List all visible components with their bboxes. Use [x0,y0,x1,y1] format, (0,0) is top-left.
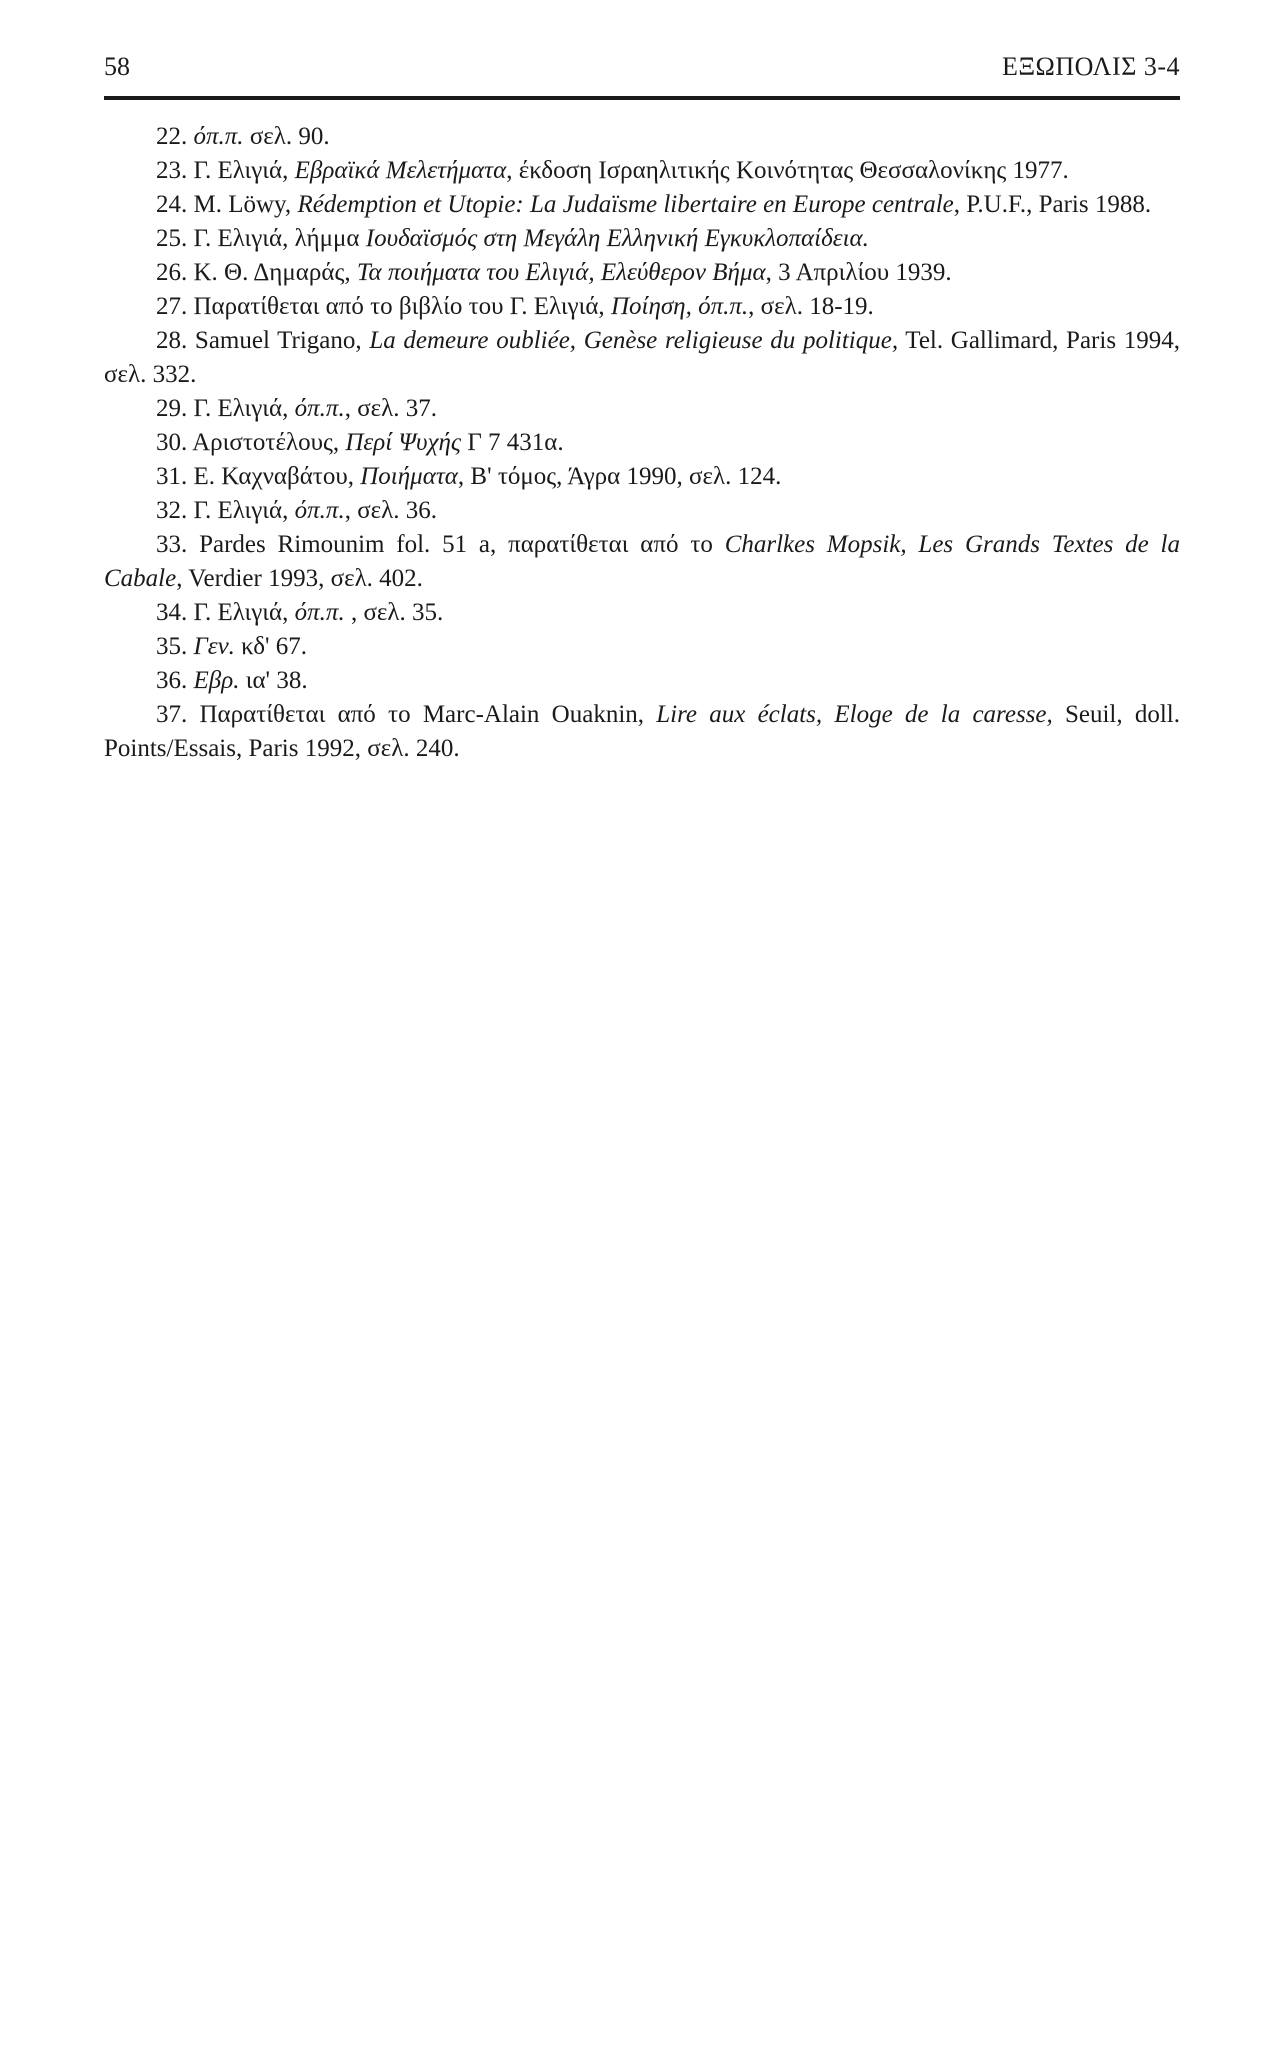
endnote-text: Παρατίθεται από το Marc-Alain Ouaknin, [199,701,657,728]
endnotes-list [104,120,1180,766]
endnote-title-text: Charlkes Mopsik, Les Grands Textes de la Cabale [104,531,1181,592]
endnote-text: , σελ. 36. [344,497,438,524]
running-header-title: ΕΞΩΠΟΛΙΣ 3-4 [1001,52,1180,81]
endnote-title-text: Ποιήματα [360,463,458,490]
endnote-text: κδ' 67. [234,633,308,660]
endnote-text: ια' 38. [239,667,308,694]
endnote-title-text: Rédemption et Utopie: La Judaïsme libertaire en Europe centrale [297,191,954,218]
endnote-title-text: όπ.π. [294,599,345,626]
endnote-title-text: όπ.π. [294,497,345,524]
endnote-title-text: Ιουδαϊσμός στη Μεγάλη Ελληνική Εγκυκλοπαίδεια. [365,225,869,252]
endnote-text: Κ. Θ. Δημαράς, [193,259,357,286]
endnote [104,324,1180,392]
endnote [104,188,1180,222]
endnote-text: Αριστοτέλους, [192,429,346,456]
endnote-number: 28. [156,327,188,354]
endnote-text: Παρατίθεται από το βιβλίο του Γ. Ελιγιά, [193,293,611,320]
endnote [104,290,1180,324]
endnote [104,120,1180,154]
endnote-number: 33. [156,531,188,558]
endnote-text: Samuel Trigano, [194,327,370,354]
endnote-number: 22. [156,123,188,150]
endnote-number: 23. [156,157,188,184]
endnote-text: , 3 Απριλίου 1939. [765,259,952,286]
endnote [104,426,1180,460]
endnote-text: Γ. Ελιγιά, λήμμα [193,225,366,252]
endnote-text: Γ. Ελιγιά, [193,599,295,626]
endnote-number: 25. [156,225,188,252]
endnote [104,256,1180,290]
endnote-text: , σελ. 18-19. [748,293,874,320]
endnote-text: Γ. Ελιγιά, [193,497,295,524]
endnote-text: Seuil, doll. Points/Essais, Paris 1992, σελ. 240. [104,701,1181,762]
endnote-text: M. Löwy, [193,191,298,218]
endnote-number: 27. [156,293,188,320]
endnote [104,494,1180,528]
endnote-text: Tel. Gallimard, Paris 1994, σελ. 332. [104,327,1180,388]
endnote-text: , σελ. 37. [344,395,438,422]
endnote-text: , Β' τόμος, Άγρα 1990, σελ. 124. [457,463,782,490]
endnote [104,664,1180,698]
page-number: 58 [104,52,130,81]
endnote-title-text: Τα ποιήματα του Ελιγιά, Ελεύθερον Βήμα [356,259,766,286]
endnote-text: , Verdier 1993, σελ. 402. [176,565,423,592]
endnote-text: Γ. Ελιγιά, [193,395,295,422]
endnote [104,596,1180,630]
endnote-number: 32. [156,497,188,524]
endnote-title-text: Ποίηση, όπ.π. [610,293,749,320]
endnote-title-text: Lire aux éclats, Eloge de la caresse, [656,701,1053,728]
endnote-text: σελ. 90. [243,123,330,150]
endnote [104,222,1180,256]
endnote-title-text: Γεν. [193,633,235,660]
header-rule [104,96,1180,100]
endnote-text: , σελ. 35. [344,599,444,626]
endnote-text: Γ 7 431α. [461,429,564,456]
endnote-number: 37. [156,701,188,728]
endnote-title-text: Εβρ. [193,667,240,694]
endnote [104,460,1180,494]
endnote-title-text: όπ.π. [193,123,244,150]
endnote [104,528,1180,596]
endnote [104,392,1180,426]
endnote-text: , P.U.F., Paris 1988. [953,191,1152,218]
endnote-text: Ε. Καχναβάτου, [193,463,361,490]
endnote-title-text: La demeure oubliée, Genèse religieuse du politique, [369,327,899,354]
endnote-text: Γ. Ελιγιά, [193,157,295,184]
endnote-number: 29. [156,395,188,422]
endnote [104,698,1180,766]
endnote-title-text: Εβραϊκά Μελετήματα [294,157,507,184]
endnote-title-text: όπ.π. [294,395,345,422]
endnote-number: 34. [156,599,188,626]
endnote-text: , έκδοση Ισραηλιτικής Κοινότητας Θεσσαλονίκης 1977. [506,157,1069,184]
endnote-number: 31. [156,463,188,490]
endnote [104,154,1180,188]
endnote-text: Pardes Rimounim fol. 51 a, παρατίθεται από το [199,531,725,558]
endnote-number: 30. [156,429,188,456]
endnote-number: 24. [156,191,188,218]
endnote [104,630,1180,664]
endnote-number: 36. [156,667,188,694]
endnote-number: 26. [156,259,188,286]
endnote-number: 35. [156,633,188,660]
endnote-title-text: Περί Ψυχής [345,429,462,456]
